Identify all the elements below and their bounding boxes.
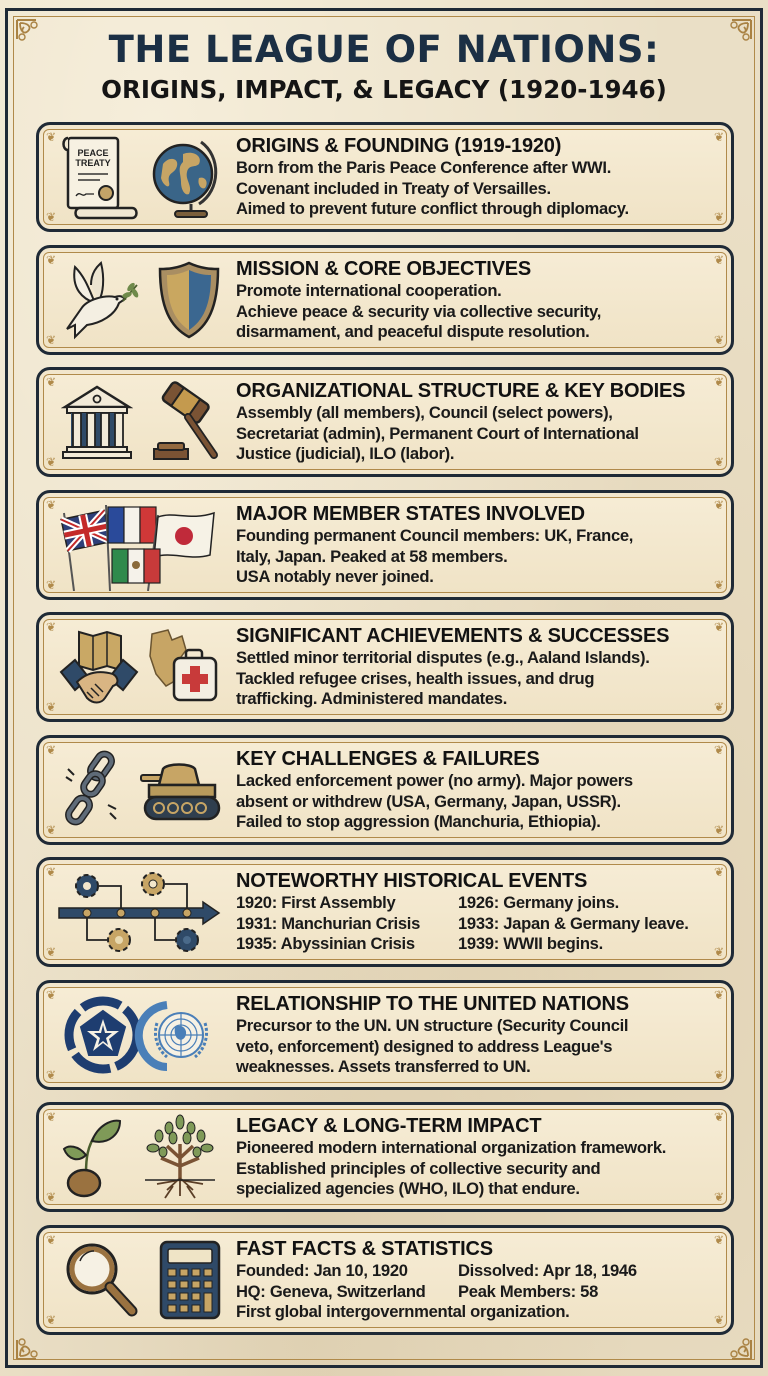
flourish-icon: ❦ [713,743,725,757]
gear-icon [142,873,164,895]
dove-icon [61,259,141,341]
facts-list [236,1261,720,1302]
section-legacy [36,1102,734,1212]
flourish-icon: ❦ [713,988,725,1002]
event-item: 1920: First Assembly [236,893,396,912]
svg-text:PEACE: PEACE [77,148,109,158]
event-item: 1931: Manchurian Crisis [236,913,421,933]
section-title: LEGACY & LONG-TERM IMPACT [236,1115,542,1137]
flourish-icon: ❦ [45,498,57,512]
broken-chain-icon [58,749,128,831]
section-title: ORIGINS & FOUNDING (1919-1920) [236,135,562,157]
event-item: 1933: Japan & Germany leave. [458,913,689,933]
section-achievements [36,612,734,722]
tank-icon [137,755,225,825]
flourish-icon: ❦ [713,498,725,512]
flourish-icon: ❦ [713,823,725,837]
flourish-icon: ❦ [45,620,57,634]
gear-icon [176,929,198,951]
sprout-icon [62,1115,122,1199]
section-body: Born from the Paris Peace Conference after WWI. Covenant included in Treaty of Versailles. Aimed to prevent future conflict through diplomacy. [236,158,629,218]
courthouse-icon [61,383,133,461]
first-aid-kit-icon [146,626,226,708]
timeline-gears-icon [57,870,227,954]
gear-icon [108,929,130,951]
section-origins [36,122,734,232]
flourish-icon: ❦ [713,1313,725,1327]
flourish-icon: ❦ [45,1233,57,1247]
flourish-icon: ❦ [45,333,57,347]
flourish-icon: ❦ [45,578,57,592]
flourish-icon: ❦ [713,700,725,714]
flourish-icon: ❦ [45,700,57,714]
globe-icon [149,134,223,220]
section-title: MAJOR MEMBER STATES INVOLVED [236,503,585,525]
flourish-icon: ❦ [45,375,57,389]
league-emblem-icon [57,993,227,1077]
gear-icon [76,875,98,897]
flourish-icon: ❦ [713,578,725,592]
section-structure [36,367,734,477]
flourish-icon: ❦ [45,865,57,879]
flourish-icon: ❦ [713,375,725,389]
event-item: 1939: WWII begins. [458,934,603,953]
flourish-icon: ❦ [45,1190,57,1204]
section-united-nations [36,980,734,1090]
flourish-icon: ❦ [713,620,725,634]
flags-icon [54,499,226,591]
gavel-icon [148,381,222,463]
flourish-icon: ❦ [45,945,57,959]
flourish-icon: ❦ [45,823,57,837]
calculator-icon [159,1240,221,1320]
flourish-icon: ❦ [45,1068,57,1082]
flourish-icon: ❦ [713,253,725,267]
fact-item: Founded: Jan 10, 1920 [236,1261,408,1280]
tree-icon [139,1114,221,1200]
section-body: Promote international cooperation. Achieve peace & security via collective security, disarmament, and peaceful dispute resolution. [236,281,602,341]
flourish-icon: ❦ [713,210,725,224]
page-title: THE LEAGUE OF NATIONS: [108,28,660,71]
event-item: 1935: Abyssinian Crisis [236,934,415,953]
flourish-icon: ❦ [45,253,57,267]
section-challenges [36,735,734,845]
section-body: Assembly (all members), Council (select powers), Secretariat (admin), Permanent Court of International Justice (judicial), ILO (labor). [236,403,639,463]
events-list [236,893,720,955]
fact-item: Peak Members: 58 [458,1281,599,1301]
section-fast-facts [36,1225,734,1335]
section-title: RELATIONSHIP TO THE UNITED NATIONS [236,993,629,1015]
un-emblem-icon [155,1013,206,1057]
section-title: KEY CHALLENGES & FAILURES [236,748,540,770]
flourish-icon: ❦ [713,1190,725,1204]
section-body: Settled minor territorial disputes (e.g., Aaland Islands). Tackled refugee crises, health issues, and drug trafficking. Administered mandates. [236,648,650,708]
page-header [0,28,768,106]
section-body: First global intergovernmental organization. [236,1302,570,1321]
section-body: Pioneered modern international organization framework. Established principles of collective security and specialized agencies (WHO, ILO) that endure. [236,1138,667,1198]
flourish-icon: ❦ [45,1110,57,1124]
shield-icon [156,259,222,341]
flourish-icon: ❦ [45,988,57,1002]
section-body: Lacked enforcement power (no army). Major powers absent or withdrew (USA, Germany, Japan, USSR). Failed to stop aggression (Manchuria, Ethiopia). [236,771,633,831]
magnifying-glass-icon [62,1239,142,1321]
flourish-icon: ❦ [713,333,725,347]
handshake-map-icon [57,626,141,708]
section-body: Founding permanent Council members: UK, France, Italy, Japan. Peaked at 58 members. USA notably never joined. [236,526,634,586]
section-title: SIGNIFICANT ACHIEVEMENTS & SUCCESSES [236,625,670,647]
section-members [36,490,734,600]
section-title: ORGANIZATIONAL STRUCTURE & KEY BODIES [236,380,686,402]
section-mission [36,245,734,355]
fact-item: HQ: Geneva, Switzerland [236,1281,426,1301]
flourish-icon: ❦ [713,455,725,469]
flourish-icon: ❦ [45,210,57,224]
peace-treaty-scroll-icon [60,134,138,220]
page-subtitle: ORIGINS, IMPACT, & LEGACY (1920-1946) [101,75,667,104]
flourish-icon: ❦ [45,455,57,469]
section-title: MISSION & CORE OBJECTIVES [236,258,532,280]
flourish-icon: ❦ [713,865,725,879]
svg-text:TREATY: TREATY [75,158,111,168]
flourish-icon: ❦ [713,945,725,959]
flourish-icon: ❦ [45,130,57,144]
flourish-icon: ❦ [713,1110,725,1124]
flourish-icon: ❦ [45,1313,57,1327]
section-body: Precursor to the UN. UN structure (Security Council veto, enforcement) designed to address League's weaknesses. Assets transferred to UN. [236,1016,629,1076]
flourish-icon: ❦ [713,1233,725,1247]
section-title: NOTEWORTHY HISTORICAL EVENTS [236,870,588,892]
fact-item: Dissolved: Apr 18, 1946 [458,1261,637,1280]
event-item: 1926: Germany joins. [458,893,619,912]
flourish-icon: ❦ [713,130,725,144]
section-events [36,857,734,967]
flourish-icon: ❦ [713,1068,725,1082]
section-title: FAST FACTS & STATISTICS [236,1238,493,1260]
flourish-icon: ❦ [45,743,57,757]
